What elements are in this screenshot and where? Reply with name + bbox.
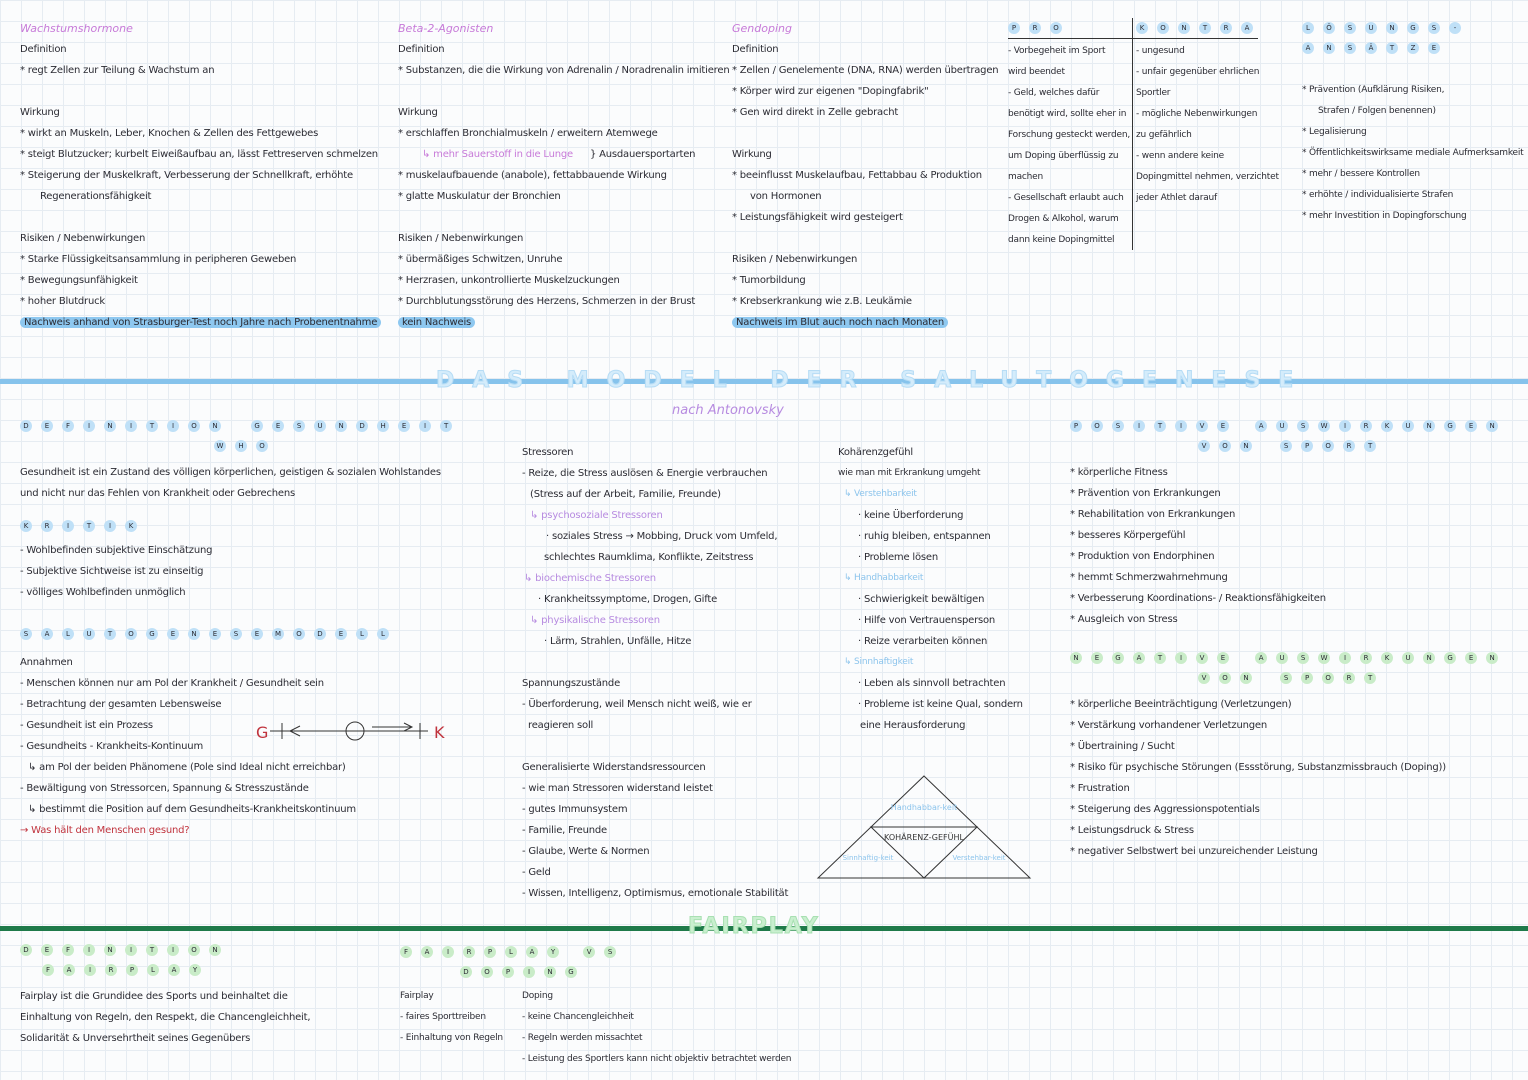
loesung-head-2: A N S Ä T Z E [1302, 40, 1522, 56]
stress-line-5: schlechtes Raumklima, Konflikte, Zeitstress [544, 552, 754, 563]
gen-def-3: * Gen wird direkt in Zelle gebracht [732, 107, 899, 118]
wachstum-nachweis: Nachweis anhand von Strasburger-Test noch Jahre nach Probenentnahme [20, 317, 381, 328]
wachstum-title: Wachstumshormone [20, 22, 133, 35]
positiv-item-5: * Produktion von Endorphinen [1070, 551, 1215, 562]
contra-line-7: Dopingmittel nehmen, verzichtet [1136, 172, 1279, 182]
pro-line-1: - Vorbegeheit im Sport [1008, 46, 1106, 56]
gen-risk-2: * Krebserkrankung wie z.B. Leukämie [732, 296, 912, 307]
def-fairplay-head-b: F A I R P L A Y [20, 962, 380, 978]
stress-line-7: · Krankheitssymptome, Drogen, Gifte [538, 594, 718, 605]
fair-vs-section [400, 944, 820, 1076]
pro-line-6: um Doping überflüssig zu [1008, 151, 1119, 161]
loesung-item-3: * Legalisierung [1302, 127, 1367, 137]
wachstum-wirk-4: Regenerationsfähigkeit [40, 191, 152, 202]
stress-line-8: ↳ physikalische Stressoren [530, 615, 660, 626]
loesung-item-4: * Öffentlichkeitswirksame mediale Aufmerksamkeit [1302, 148, 1524, 158]
beta-wirk-head: Wirkung [398, 107, 438, 118]
kohaerenz-line-4: · ruhig bleiben, entspannen [858, 531, 991, 542]
positiv-item-8: * Ausgleich von Stress [1070, 614, 1178, 625]
negativ-item-3: * Übertraining / Sucht [1070, 741, 1175, 752]
negativ-item-4: * Risiko für psychische Störungen (Essstörung, Substanzmissbrauch (Doping)) [1070, 762, 1446, 773]
wachstum-risk-2: * Bewegungsunfähigkeit [20, 275, 138, 286]
positiv-item-1: * körperliche Fitness [1070, 467, 1168, 478]
beta-wirk-5: * glatte Muskulatur der Bronchien [398, 191, 561, 202]
gen-def-2: * Körper wird zur eigenen "Dopingfabrik" [732, 86, 929, 97]
fair-vs-head-b: D O P I N G [400, 964, 820, 980]
beta-wirk-3: } Ausdauersportarten [589, 149, 696, 160]
gen-wirk-head: Wirkung [732, 149, 772, 160]
loesung-item-2: Strafen / Folgen benennen) [1318, 106, 1436, 116]
beta-title: Beta-2-Agonisten [398, 22, 494, 35]
def-gesundheit-text-1: Gesundheit ist ein Zustand des völligen körperlichen, geistigen & sozialen Wohlstandes [20, 467, 441, 478]
negativ-section [1070, 650, 1520, 862]
gen-section [732, 18, 1002, 333]
spann-2: reagieren soll [528, 720, 594, 731]
annahmen-head: Annahmen [20, 657, 73, 668]
beta-def: * Substanzen, die die Wirkung von Adrenalin / Noradrenalin imitieren [398, 65, 730, 76]
kohaerenz-head: Kohärenzgefühl [838, 447, 913, 458]
pro-column [1008, 20, 1130, 251]
spann-head: Spannungszustände [522, 678, 621, 689]
salutomodell-head: S A L U T O G E N E S E M O D E L L [20, 626, 500, 642]
wachstum-wirk-head: Wirkung [20, 107, 60, 118]
loesung-item-5: * mehr / bessere Kontrollen [1302, 169, 1420, 179]
positiv-item-7: * Verbesserung Koordinations- / Reaktionsfähigkeiten [1070, 593, 1326, 604]
beta-nachweis: kein Nachweis [398, 317, 475, 328]
kritik-head: K R I T I K [20, 518, 500, 534]
def-fairplay-line-3: Solidarität & Unversehrtheit seines Gegenübers [20, 1033, 251, 1044]
triangle-top-label: Handhabbar-keit [890, 803, 958, 812]
stress-line-1: - Reize, die Stress auslösen & Energie verbrauchen [522, 468, 768, 479]
kohaerenz-line-5: · Probleme lösen [858, 552, 938, 563]
gen-wirk-2: von Hormonen [750, 191, 822, 202]
negativ-item-2: * Verstärkung vorhandener Verletzungen [1070, 720, 1267, 731]
fair-head: Fairplay [400, 991, 434, 1001]
wachstum-risk-1: * Starke Flüssigkeitsansammlung in peripheren Geweben [20, 254, 297, 265]
dop-head: Doping [522, 991, 553, 1001]
salutogenese-banner-sub: nach Antonovsky [672, 403, 784, 418]
wachstum-section [20, 18, 390, 333]
pro-line-7: machen [1008, 172, 1043, 182]
beta-risk-3: * Durchblutungsstörung des Herzens, Schmerzen in der Brust [398, 296, 696, 307]
beta-wirk-2: ↳ mehr Sauerstoff in die Lunge [422, 149, 573, 160]
dop-2: - Regeln werden missachtet [522, 1033, 643, 1043]
kohaerenz-line-8: · Hilfe von Vertrauensperson [858, 615, 996, 626]
kohaerenz-line-12: · Probleme ist keine Qual, sondern [858, 699, 1023, 710]
def-fairplay-line-2: Einhaltung von Regeln, den Respekt, die Chancengleichheit, [20, 1012, 311, 1023]
loesung-section [1302, 20, 1522, 227]
gen-risk-head: Risiken / Nebenwirkungen [732, 254, 858, 265]
contra-line-6: - wenn andere keine [1136, 151, 1225, 161]
annahmen-8: → Was hält den Menschen gesund? [20, 825, 190, 836]
negativ-item-8: * negativer Selbstwert bei unzureichender Leistung [1070, 846, 1318, 857]
kohaerenz-line-1: wie man mit Erkrankung umgeht [838, 468, 981, 478]
triangle-left-label: Sinnhaftig-keit [842, 854, 894, 862]
gen-def-1: * Zellen / Genelemente (DNA, RNA) werden übertragen [732, 65, 999, 76]
annahmen-7: ↳ bestimmt die Position auf dem Gesundheits-Krankheitskontinuum [28, 804, 356, 815]
wachstum-def-head: Definition [20, 44, 67, 55]
pro-line-3: - Geld, welches dafür [1008, 88, 1100, 98]
gen-res-1: - wie man Stressoren widerstand leistet [522, 783, 713, 794]
gen-risk-1: * Tumorbildung [732, 275, 806, 286]
annahmen-6: - Bewältigung von Stressorcen, Spannung & Stresszustände [20, 783, 309, 794]
loesung-item-7: * mehr Investition in Dopingforschung [1302, 211, 1467, 221]
def-gesundheit-who: W H O [20, 438, 500, 454]
annahmen-3: - Gesundheit ist ein Prozess [20, 720, 153, 731]
kohaerenz-line-7: · Schwierigkeit bewältigen [858, 594, 985, 605]
fair-1: - faires Sporttreiben [400, 1012, 486, 1022]
spann-1: - Überforderung, weil Mensch nicht weiß, wie er [522, 699, 752, 710]
def-gesundheit-text-2: und nicht nur das Fehlen von Krankheit oder Gebrechens [20, 488, 296, 499]
kohaerenz-section [838, 442, 1048, 736]
negativ-item-1: * körperliche Beeinträchtigung (Verletzungen) [1070, 699, 1292, 710]
beta-section [398, 18, 728, 333]
def-fairplay-line-1: Fairplay ist die Grundidee des Sports und beinhaltet die [20, 991, 288, 1002]
kohaerenz-triangle [816, 774, 1032, 880]
loesung-head-1: L Ö S U N G S - [1302, 20, 1522, 36]
annahmen-4: - Gesundheits - Krankheits-Kontinuum [20, 741, 203, 752]
fairplay-banner-title: FAIRPLAY [688, 914, 820, 939]
gen-wirk-1: * beeinflusst Muskelaufbau, Fettabbau & Produktion [732, 170, 982, 181]
kohaerenz-line-13: eine Herausforderung [860, 720, 966, 731]
positiv-item-6: * hemmt Schmerzwahrnehmung [1070, 572, 1228, 583]
positiv-item-3: * Rehabilitation von Erkrankungen [1070, 509, 1236, 520]
kohaerenz-line-2: ↳ Verstehbarkeit [844, 489, 917, 499]
pro-line-8: - Gesellschaft erlaubt auch [1008, 193, 1124, 203]
def-fairplay-head: D E F I N I T I O N [20, 942, 380, 958]
gen-res-3: - Familie, Freunde [522, 825, 607, 836]
dop-1: - keine Chancengleichheit [522, 1012, 634, 1022]
contra-column [1136, 20, 1279, 209]
beta-wirk-4: * muskelaufbauende (anabole), fettabbauende Wirkung [398, 170, 667, 181]
kritik-3: - völliges Wohlbefinden unmöglich [20, 587, 186, 598]
annahmen-1: - Menschen können nur am Pol der Krankheit / Gesundheit sein [20, 678, 324, 689]
gen-res-6: - Wissen, Intelligenz, Optimismus, emotionale Stabilität [522, 888, 789, 899]
contra-head: K O N T R A [1136, 20, 1262, 36]
kritik-2: - Subjektive Sichtweise ist zu einseitig [20, 566, 204, 577]
contra-line-5: zu gefährlich [1136, 130, 1192, 140]
negativ-item-6: * Steigerung des Aggressionspotentials [1070, 804, 1260, 815]
beta-risk-head: Risiken / Nebenwirkungen [398, 233, 524, 244]
wachstum-def: * regt Zellen zur Teilung & Wachstum an [20, 65, 215, 76]
pro-line-4: benötigt wird, sollte eher in [1008, 109, 1127, 119]
continuum-g: G [256, 723, 269, 742]
annahmen-2: - Betrachtung der gesamten Lebensweise [20, 699, 222, 710]
contra-line-4: - mögliche Nebenwirkungen [1136, 109, 1258, 119]
negativ-item-5: * Frustration [1070, 783, 1130, 794]
kohaerenz-line-11: · Leben als sinnvoll betrachten [858, 678, 1006, 689]
salutogenese-banner-title: DAS MODEL DER SALUTOGENESE [436, 368, 1312, 393]
contra-line-1: - ungesund [1136, 46, 1185, 56]
def-fairplay-section [20, 942, 380, 1049]
gen-nachweis: Nachweis im Blut auch noch nach Monaten [732, 317, 948, 328]
positiv-item-4: * besseres Körpergefühl [1070, 530, 1186, 541]
gen-wirk-3: * Leistungsfähigkeit wird gesteigert [732, 212, 903, 223]
positiv-item-2: * Prävention von Erkrankungen [1070, 488, 1221, 499]
stress-line-3: ↳ psychosoziale Stressoren [530, 510, 663, 521]
gen-res-5: - Geld [522, 867, 551, 878]
wachstum-risk-3: * hoher Blutdruck [20, 296, 105, 307]
kritik-1: - Wohlbefinden subjektive Einschätzung [20, 545, 213, 556]
positiv-section [1070, 418, 1520, 630]
triangle-right-label: Verstehbar-keit [952, 854, 1006, 862]
positiv-von-sport: V O N S P O R T [1070, 438, 1520, 454]
loesung-item-1: * Prävention (Aufklärung Risiken, [1302, 85, 1445, 95]
negativ-von-sport: V O N S P O R T [1070, 670, 1520, 686]
dop-3: - Leistung des Sportlers kann nicht objektiv betrachtet werden [522, 1054, 792, 1064]
wachstum-wirk-3: * Steigerung der Muskelkraft, Verbesserung der Schnellkraft, erhöhte [20, 170, 353, 181]
gen-def-head: Definition [732, 44, 779, 55]
beta-risk-2: * Herzrasen, unkontrollierte Muskelzuckungen [398, 275, 620, 286]
stress-line-6: ↳ biochemische Stressoren [524, 573, 656, 584]
gen-res-head: Generalisierte Widerstandsressourcen [522, 762, 706, 773]
fair-vs-head: F A I R P L A Y V S [400, 944, 820, 960]
pro-line-2: wird beendet [1008, 67, 1065, 77]
wachstum-wirk-2: * steigt Blutzucker; kurbelt Eiweißaufbau an, lässt Fettreserven schmelzen [20, 149, 378, 160]
pro-line-9: Drogen & Alkohol, warum [1008, 214, 1119, 224]
negativ-head: N E G A T I V E A U S W I R K U N G E N [1070, 650, 1520, 666]
contra-line-3: Sportler [1136, 88, 1171, 98]
annahmen-5: ↳ am Pol der beiden Phänomene (Pole sind Ideal nicht erreichbar) [28, 762, 346, 773]
contra-line-8: jeder Athlet darauf [1136, 193, 1218, 203]
triangle-center-label: KOHÄRENZ-GEFÜHL [884, 833, 964, 842]
wachstum-risk-head: Risiken / Nebenwirkungen [20, 233, 146, 244]
def-gesundheit-head: D E F I N I T I O N G E S U N D H E I T [20, 418, 500, 434]
stress-line-9: · Lärm, Strahlen, Unfälle, Hitze [544, 636, 692, 647]
pro-contra-divider [1132, 18, 1133, 250]
gen-res-4: - Glaube, Werte & Normen [522, 846, 650, 857]
continuum-diagram [252, 716, 452, 746]
beta-risk-1: * übermäßiges Schwitzen, Unruhe [398, 254, 563, 265]
negativ-item-7: * Leistungsdruck & Stress [1070, 825, 1194, 836]
pro-head: P R O [1008, 20, 1130, 36]
pro-line-5: Forschung gesteckt werden, [1008, 130, 1130, 140]
stress-section [522, 442, 822, 904]
continuum-k: K [434, 723, 445, 742]
beta-def-head: Definition [398, 44, 445, 55]
positiv-head: P O S I T I V E A U S W I R K U N G E N [1070, 418, 1520, 434]
loesung-item-6: * erhöhte / individualisierte Strafen [1302, 190, 1454, 200]
kohaerenz-line-6: ↳ Handhabbarkeit [844, 573, 924, 583]
gen-res-2: - gutes Immunsystem [522, 804, 628, 815]
fair-2: - Einhaltung von Regeln [400, 1033, 503, 1043]
gen-title: Gendoping [732, 22, 792, 35]
def-gesundheit-section [20, 418, 500, 603]
stress-line-4: · soziales Stress → Mobbing, Druck vom Umfeld, [546, 531, 778, 542]
kohaerenz-line-10: ↳ Sinnhaftigkeit [844, 657, 914, 667]
wachstum-wirk-1: * wirkt an Muskeln, Leber, Knochen & Zellen des Fettgewebes [20, 128, 319, 139]
beta-wirk-1: * erschlaffen Bronchialmuskeln / erweitern Atemwege [398, 128, 658, 139]
contra-line-2: - unfair gegenüber ehrlichen [1136, 67, 1260, 77]
pro-line-10: dann keine Dopingmittel [1008, 235, 1115, 245]
stress-line-2: (Stress auf der Arbeit, Familie, Freunde) [530, 489, 721, 500]
stress-head: Stressoren [522, 447, 574, 458]
kohaerenz-line-3: · keine Überforderung [858, 510, 964, 521]
kohaerenz-line-9: · Reize verarbeiten können [858, 636, 988, 647]
